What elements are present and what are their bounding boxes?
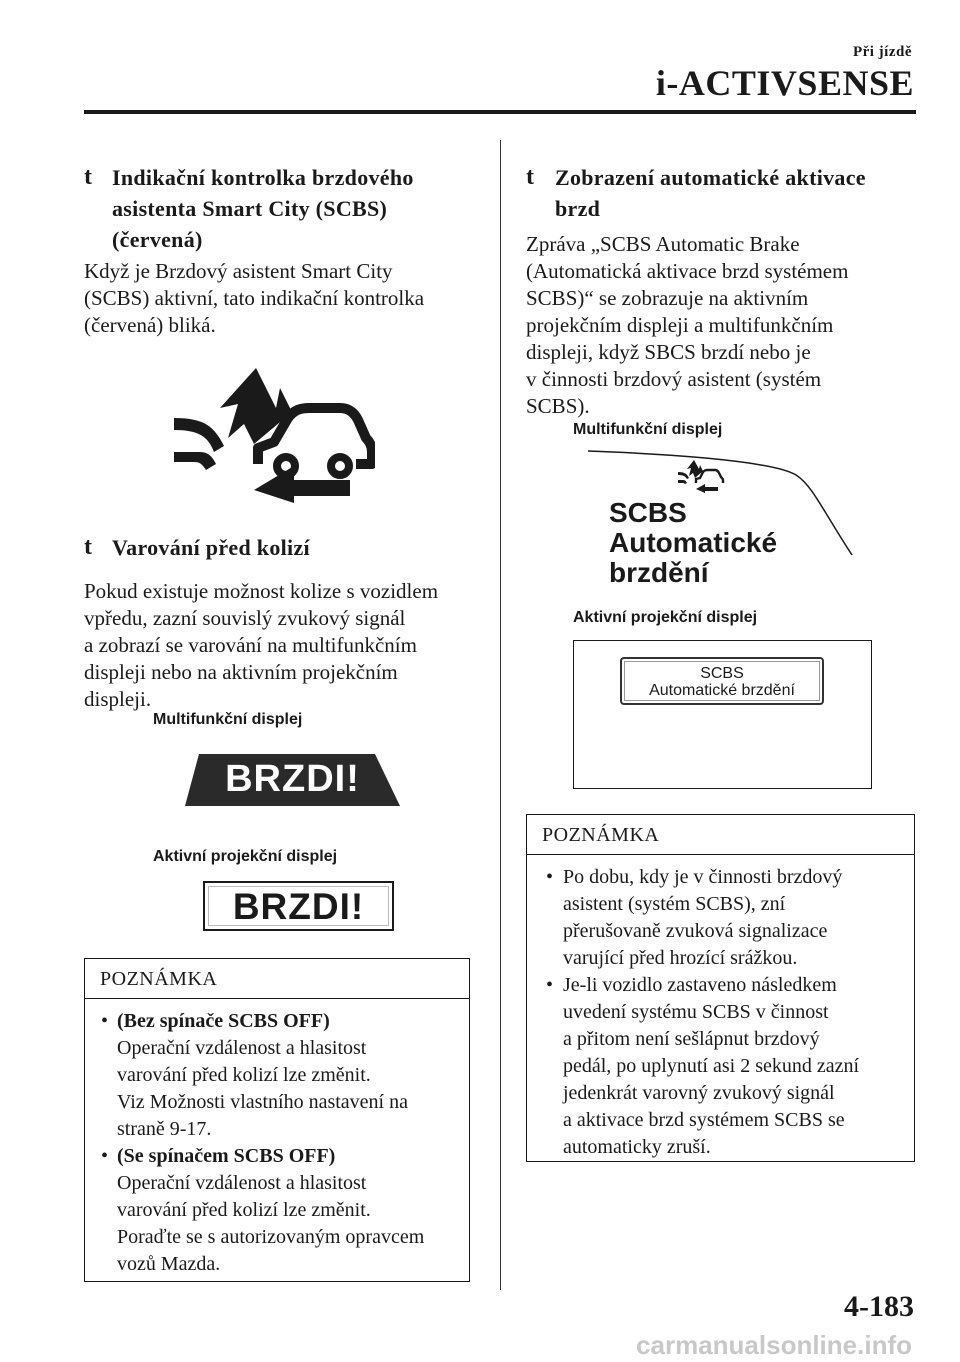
note-item-lead: (Bez spínače SCBS OFF): [117, 1010, 330, 1032]
warning-heading: Varování před kolizí: [112, 535, 310, 560]
figure-label: Aktivní projekční displej: [573, 609, 758, 626]
note-item-text: Operační vzdálenost a hlasitost varování před kolizí lze změnit. Poraďte se s autorizovaným opravcem vozů Mazda.: [117, 1172, 425, 1275]
note-item-text: Je-li vozidlo zastaveno následkem uvedení systému SCBS v činnost a přitom není sešlápnut brzdový pedál, po uplynutí asi 2 sekund zazní jedenkrát varovný zvukový signál a aktivace brzd systémem SCBS se automaticky zruší.: [563, 974, 860, 1158]
note-box: [84, 958, 470, 1282]
scbs-auto-brake-text: SCBS Automatické brzdění: [609, 497, 778, 588]
auto-brake-body: Zpráva „SCBS Automatic Brake (Automatická aktivace brzd systémem SCBS)“ se zobrazuje na aktivním projekčním displeji a multifunkčním displeji, když SBCS brzdí nebo je v činnosti brzdový asistent (systém SCBS).: [526, 232, 849, 418]
section-title: Při jízdě: [852, 44, 912, 60]
bullet: •: [101, 1010, 109, 1032]
note-item-text: Operační vzdálenost a hlasitost varování před kolizí lze změnit. Viz Možnosti vlastního nastavení na straně 9-17.: [117, 1037, 408, 1140]
scbs-warning-light-icon: [170, 368, 375, 503]
warning-body: Pokud existuje možnost kolize s vozidlem vpředu, zazní souvislý zvukový signál a zobrazí se varování na multifunkčním displeji nebo na aktivním projekčním displeji.: [84, 579, 439, 711]
heading-line: Zobrazení automatické aktivace: [555, 165, 866, 190]
note-item-text: Po dobu, kdy je v činnosti brzdový asistent (systém SCBS), zní přerušovaně zvuková signalizace varující před hrozící srážkou.: [563, 866, 843, 969]
note-box: [526, 814, 915, 1162]
brake-warning-text: BRZDI!: [225, 758, 360, 800]
heading-marker: t: [84, 164, 92, 190]
figure-label: Multifunkční displej: [153, 711, 303, 728]
header-rule: [84, 110, 916, 114]
multifunction-display-warning: [185, 754, 400, 806]
figure-label: Aktivní projekční displej: [153, 848, 338, 865]
bullet: •: [101, 1145, 109, 1167]
note-item-lead: (Se spínačem SCBS OFF): [117, 1145, 336, 1167]
column-divider: [500, 140, 501, 1290]
page-number: 4-183: [844, 1290, 914, 1323]
indicator-body: Když je Brzdový asistent Smart City (SCBS) aktivní, tato indikační kontrolka (červená) bliká.: [84, 259, 425, 337]
figure-label: Multifunkční displej: [573, 421, 723, 438]
brake-warning-text: BRZDI!: [232, 886, 365, 927]
bullet: •: [546, 866, 554, 888]
heading-line: (červená): [112, 227, 203, 252]
scbs-small-icon: [676, 460, 726, 496]
hud-line: SCBS: [700, 665, 744, 682]
chapter-title: i-ACTIVSENSE: [655, 63, 914, 103]
hud-line: Automatické brzdění: [649, 682, 795, 699]
note-title: POZNÁMKA: [527, 815, 914, 855]
heading-marker: t: [84, 534, 92, 560]
heading-marker: t: [526, 164, 534, 190]
auto-brake-heading: [555, 162, 866, 224]
heading-line: asistenta Smart City (SCBS): [112, 196, 388, 221]
watermark: carmanualsonline.info: [636, 1330, 912, 1360]
bullet: •: [546, 974, 554, 996]
heading-line: Indikační kontrolka brzdového: [112, 165, 414, 190]
projection-display-message: [620, 657, 824, 705]
heading-line: brzd: [555, 196, 601, 221]
note-title: POZNÁMKA: [85, 959, 469, 999]
indicator-heading: [112, 162, 414, 255]
projection-display-warning: [203, 881, 394, 931]
